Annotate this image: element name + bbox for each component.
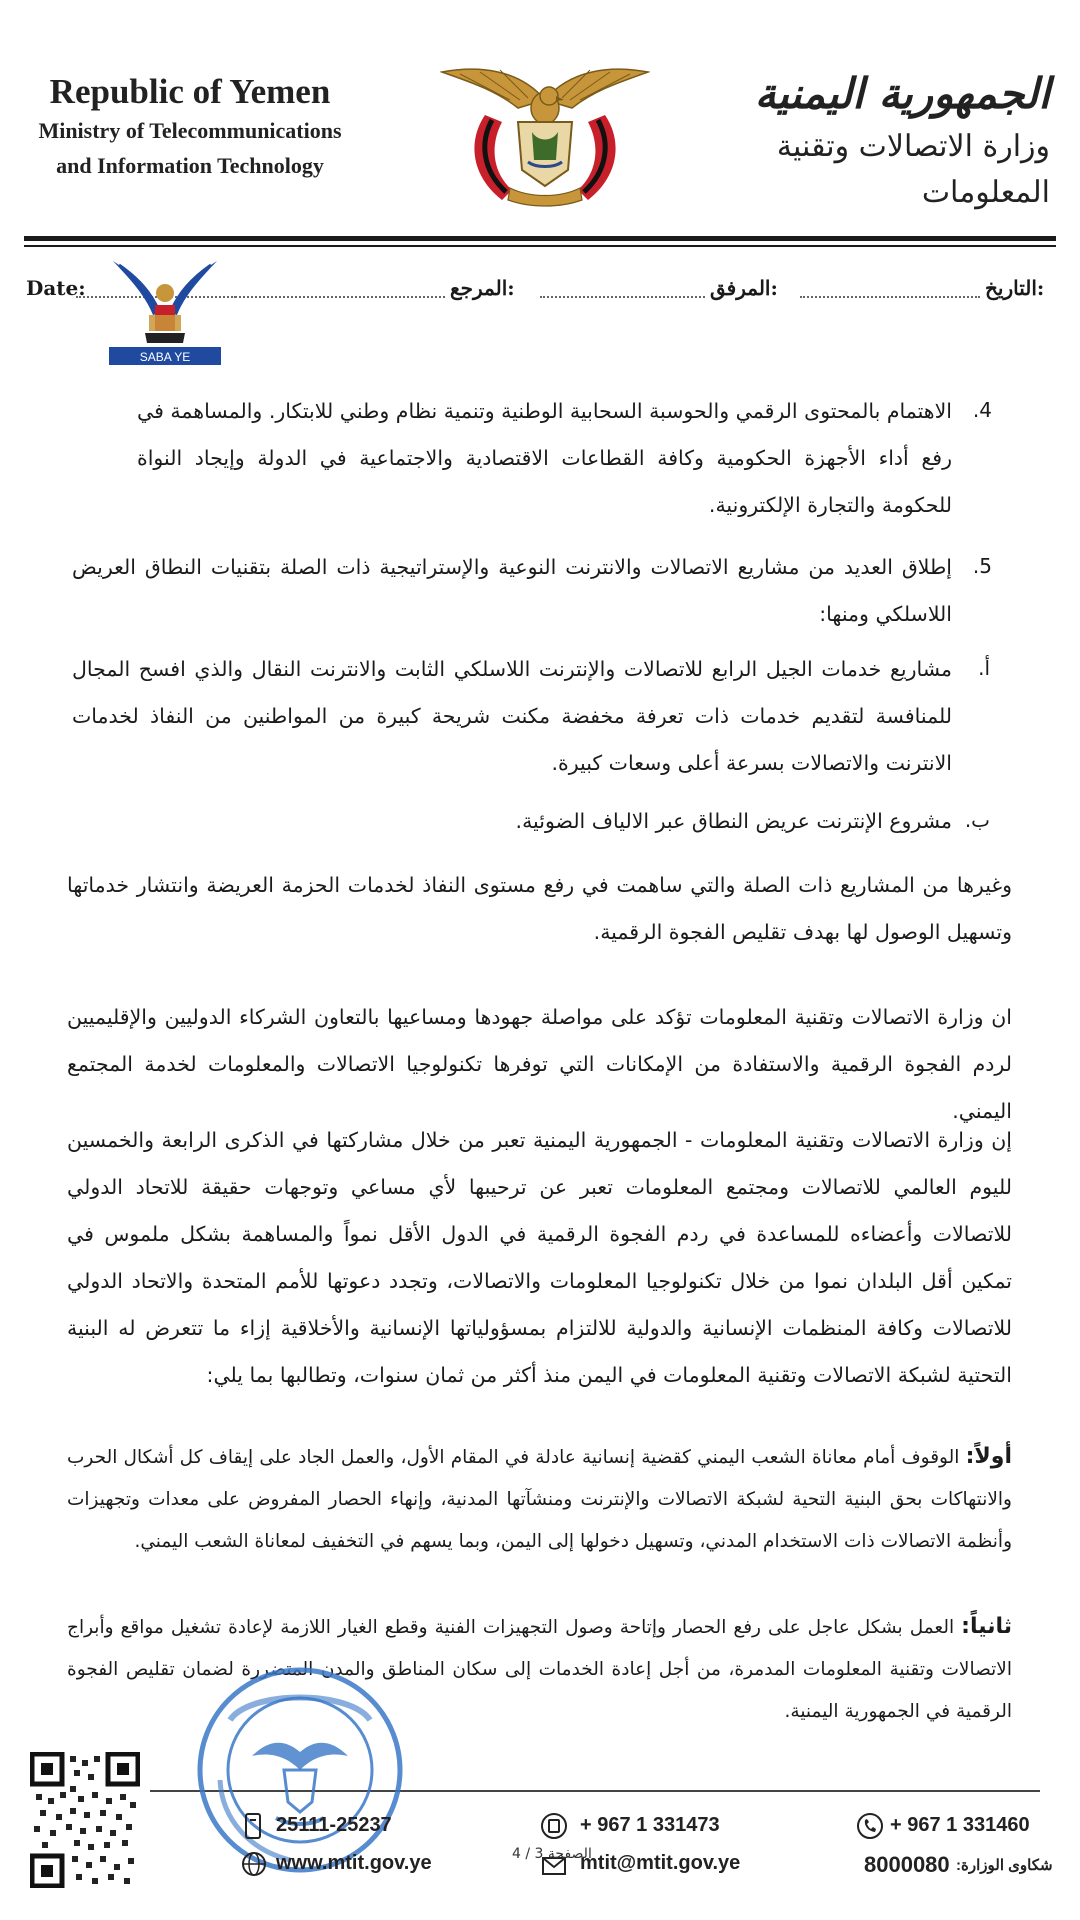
demand-first-label: أولاً: — [965, 1444, 1012, 1469]
saba-logo-text: SABA YE — [139, 350, 191, 364]
website-link[interactable]: www.mtit.gov.ye — [276, 1852, 432, 1874]
arabic-ministry-title: وزارة الاتصالات وتقنية المعلومات — [776, 129, 1050, 210]
demand-second-text: العمل بشكل عاجل على رفع الحصار وإتاحة وصول التجهيزات الفنية وقطع الغيار اللازمة لإعادة تشغيل مواقع وأبراج الاتصالات وتقنية المعلومات المدمرة، من أجل إعادة الخدمات إلى سكان المناطق والمدن المتضررة لضمان تقليص الفجوة الرقمية في الجمهورية اليمنية. — [67, 1617, 1012, 1722]
header-rule-thick — [24, 236, 1056, 241]
globe-icon — [240, 1850, 268, 1878]
english-letterhead — [20, 72, 360, 182]
reference-field[interactable] — [235, 296, 445, 298]
list-item-a: مشاريع خدمات الجيل الرابع للاتصالات والإنترنت اللاسلكي الثابت والانترنت النقال والذي افسح المجال للمنافسة لتقديم خدمات ذات تعرفة مخفضة مكنت شريحة كبيرة من المواطنين من النفاذ لخدمات الانترنت والاتصالات بسرعة أعلى وسعات كبيرة. — [72, 657, 952, 775]
date-field-arabic[interactable] — [800, 296, 980, 298]
date-label-arabic: التاريخ: — [985, 276, 1045, 300]
qr-code — [30, 1752, 140, 1888]
attachment-field[interactable] — [540, 296, 705, 298]
official-stamp — [190, 1660, 410, 1880]
phone-number-2: + 967 1 331460 — [890, 1814, 1030, 1836]
list-item-4: الاهتمام بالمحتوى الرقمي والحوسبة السحابية الوطنية وتنمية نظام وطني للابتكار. والمساهمة في رفع أداء الأجهزة الحكومية وكافة القطاعات الاقتصادية والاجتماعية في الدولة وإيجاد النواة للحكومة والتجارة الإلكترونية. — [137, 399, 952, 517]
english-ministry-line-1: Ministry of Telecommunications — [38, 118, 342, 143]
complaints-label: شكاوى الوزارة: — [956, 1857, 1053, 1874]
list-letter-b: .ب — [964, 808, 990, 832]
email-link[interactable]: mtit@mtit.gov.ye — [580, 1852, 741, 1874]
arabic-republic-title: الجمهورية اليمنية — [754, 69, 1050, 118]
telephone-icon — [856, 1812, 884, 1840]
paragraph-projects: وغيرها من المشاريع ذات الصلة والتي ساهمت في رفع مستوى النفاذ لخدمات الحزمة العريضة وانتشار خدماتها وتسهيل الوصول لها بهدف تقليص الفجوة الرقمية. — [67, 873, 1012, 944]
phone-icon — [540, 1812, 568, 1840]
page-number: الصفحة 3 / 4 — [512, 1846, 592, 1862]
fax-number: 25111-25237 — [276, 1814, 392, 1836]
list-item-b: مشروع الإنترنت عريض النطاق عبر الالياف الضوئية. — [515, 809, 952, 833]
list-item-5: إطلاق العديد من مشاريع الاتصالات والانترنت النوعية والإستراتيجية ذات الصلة بتقنيات النطاق العريض اللاسلكي ومنها: — [72, 555, 952, 626]
list-number-5: .5 — [972, 554, 992, 578]
date-label-english: Date: — [26, 276, 86, 300]
english-republic-title: Republic of Yemen — [49, 72, 331, 111]
complaints-number: 8000080 — [864, 1852, 950, 1877]
demand-first — [67, 1436, 1012, 1563]
english-ministry-line-2: and Information Technology — [56, 153, 324, 178]
paragraph-itu-day: إن وزارة الاتصالات وتقنية المعلومات - الجمهورية اليمنية تعبر من خلال مشاركتها في الذكرى الرابعة والخمسين لليوم العالمي للاتصالات ومجتمع المعلومات تعبر عن ترحيبها لأي مساعي وتوجهات حقيقة للاتحاد الدولي للاتصالات وأعضاءه للمساعدة في ردم الفجوة الرقمية في الدول الأقل نمواً والمساهمة بشكل ملموس في تمكين أقل البلدان نموا من خلال تكنولوجيا المعلومات والاتصالات، وتجدد دعوتها للأمم المتحدة والاتحاد الدولي للاتصالات وكافة المنظمات الإنسانية والدولية للالتزام بمسؤولياتها الإنسانية والأخلاقية إزاء ما تتعرض له البنية التحتية لشبكة الاتصالات وتقنية المعلومات في اليمن منذ أكثر من ثمان سنوات، وتطالبها بما يلي: — [67, 1128, 1012, 1387]
list-letter-a: .أ — [978, 656, 990, 680]
demand-first-text: الوقوف أمام معاناة الشعب اليمني كقضية إنسانية عادلة في المقام الأول، والعمل الجاد على إيقاف كل أشكال الحرب والانتهاكات بحق البنية التحية لشبكة الاتصالات والإنترنت ومنشآتها المدنية، وإنهاء الحصار المفروض على معدات وتجهيزات وأنظمة الاتصالات ذات الاستخدام المدني، وتسهيل دخولها إلى اليمن، وبما يسهم في التخفيف لمعاناة الشعب اليمني. — [67, 1447, 1012, 1552]
list-number-4: .4 — [972, 398, 992, 422]
saba-news-logo — [105, 255, 225, 367]
paragraph-ministry-efforts: ان وزارة الاتصالات وتقنية المعلومات تؤكد على مواصلة جهودها ومساعيها بالتعاون الشركاء الدوليين والإقليميين لردم الفجوة الرقمية والاستفادة من الإمكانات التي توفرها تكنولوجيا الاتصالات والمعلومات لخدمة المجتمع اليمني. — [67, 1005, 1012, 1123]
fax-icon — [240, 1812, 268, 1840]
reference-label: المرجع: — [450, 276, 515, 300]
demand-second-label: ثانياً: — [961, 1614, 1012, 1639]
attachment-label: المرفق: — [710, 276, 778, 300]
arabic-letterhead — [730, 64, 1050, 216]
phone-number-1: + 967 1 331473 — [580, 1814, 720, 1836]
yemen-eagle-emblem — [440, 60, 650, 210]
header-rule-thin — [24, 245, 1056, 247]
